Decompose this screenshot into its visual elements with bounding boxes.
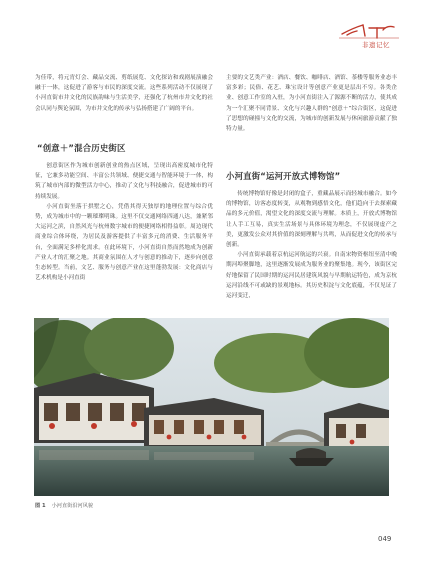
- column-title: 非遗记忆: [362, 41, 390, 49]
- left-column-body: [35, 161, 213, 283]
- right-column: [226, 73, 397, 134]
- figure-caption-text: 小河直街沿河风貌: [51, 503, 94, 509]
- right-column-body: [226, 189, 397, 301]
- figure-label: 图 1: [35, 503, 46, 509]
- paragraph: 小河直街承载着京杭运河航运的兴衰。自南宋物资枢纽至清中晚期河埠聚脚地，这里逐渐发展成为服务业的聚集地。现今，该街区完好地保留了民国时期的运河民居建筑风貌与早期航运特色，成为京杭运河沿线不可或缺的景观地标。其历史积淀与文化底蕴，不仅见证了运河变迁，: [226, 252, 397, 300]
- paragraph: 传统博物馆好像是封闭的盒子，重藏品展示而轻城市融合。如今的博物馆，访客态度转变，从观物到感悟文化，他们趋向于去探索藏品的多元价值，渴望文化的深度交流与理解。本质上，开放式博物馆让人手工互易，真实生活场景与具体环境为理念，不仅展现虚产之美，更激发公众对其价值的深刻理解与共鸣，从而促进文化的传承与创新。: [226, 191, 397, 249]
- paragraph: 主要的文艺类产业：酒店、餐饮、咖啡店、酒馆、茶楼等服务业态丰富多彩；民俗、花艺、珠宝设计等创意产业更是层出不穷。各类企业、创意工作室的入驻，为小河直街注入了源源不断的活力，使其成为一个汇聚不同背景、文化与兴趣人群的“创意＋”综合街区，这促进了思想的碰撞与文化的交流，为城市的创新发展与休闲旅游贡献了独特力量。: [226, 75, 397, 133]
- paragraph: 创意街区作为城市创新创业的热点区域，呈现出高密度城市化特征，它兼多功能空间、丰富公共领域、便捷交通与智能环境于一体，构筑了城市内部的微型活力中心，推动了文化与科技融合，促进城市的可持续发展。: [35, 163, 213, 200]
- page-number: 049: [378, 535, 392, 543]
- section-title: 小河直街“运河开放式博物馆”: [226, 171, 341, 181]
- paragraph: 为佳带，将元宵灯会、藏品交流、剪纸展览、文化探访和戏剧展演融会融于一体，这促进了游客与市民的深度交流。这些系列活动不仅展现了小河直街市井文化的民族韵味与生活美学，还强化了杭州市井文化的社会认同与舆论氛围，为市井文化的传承与弘扬搭建了广阔的平台。: [35, 75, 213, 112]
- figure-caption: [35, 502, 93, 509]
- section-title: “创意＋”混合历史街区: [37, 143, 126, 153]
- paragraph: 小河直街坐落于拱墅之心，凭借其得天独厚的地理位置与综合优势，成为城市中的一颗璀璨明珠。这里不仅交通网络四通八达，兼紧邻大运河之滨，自然风光与杭州数字城市的便捷网络相得益彰。周边现代商业综合体环绕，为居民及游客提供了丰富多元的消费、生活服务平台，全面满足多样化需求。在此环境下，小河直街自然而然地成为创新产业人才的汇聚之地。其商业氛围在人才与创意的推动下，逐步向创意生态转型。当前，文艺、服务与创意产业在这里蓬勃发展：文化商店与艺术机构是小河直街: [35, 203, 213, 282]
- left-column: [35, 73, 213, 114]
- canal-street-photo: [34, 318, 389, 496]
